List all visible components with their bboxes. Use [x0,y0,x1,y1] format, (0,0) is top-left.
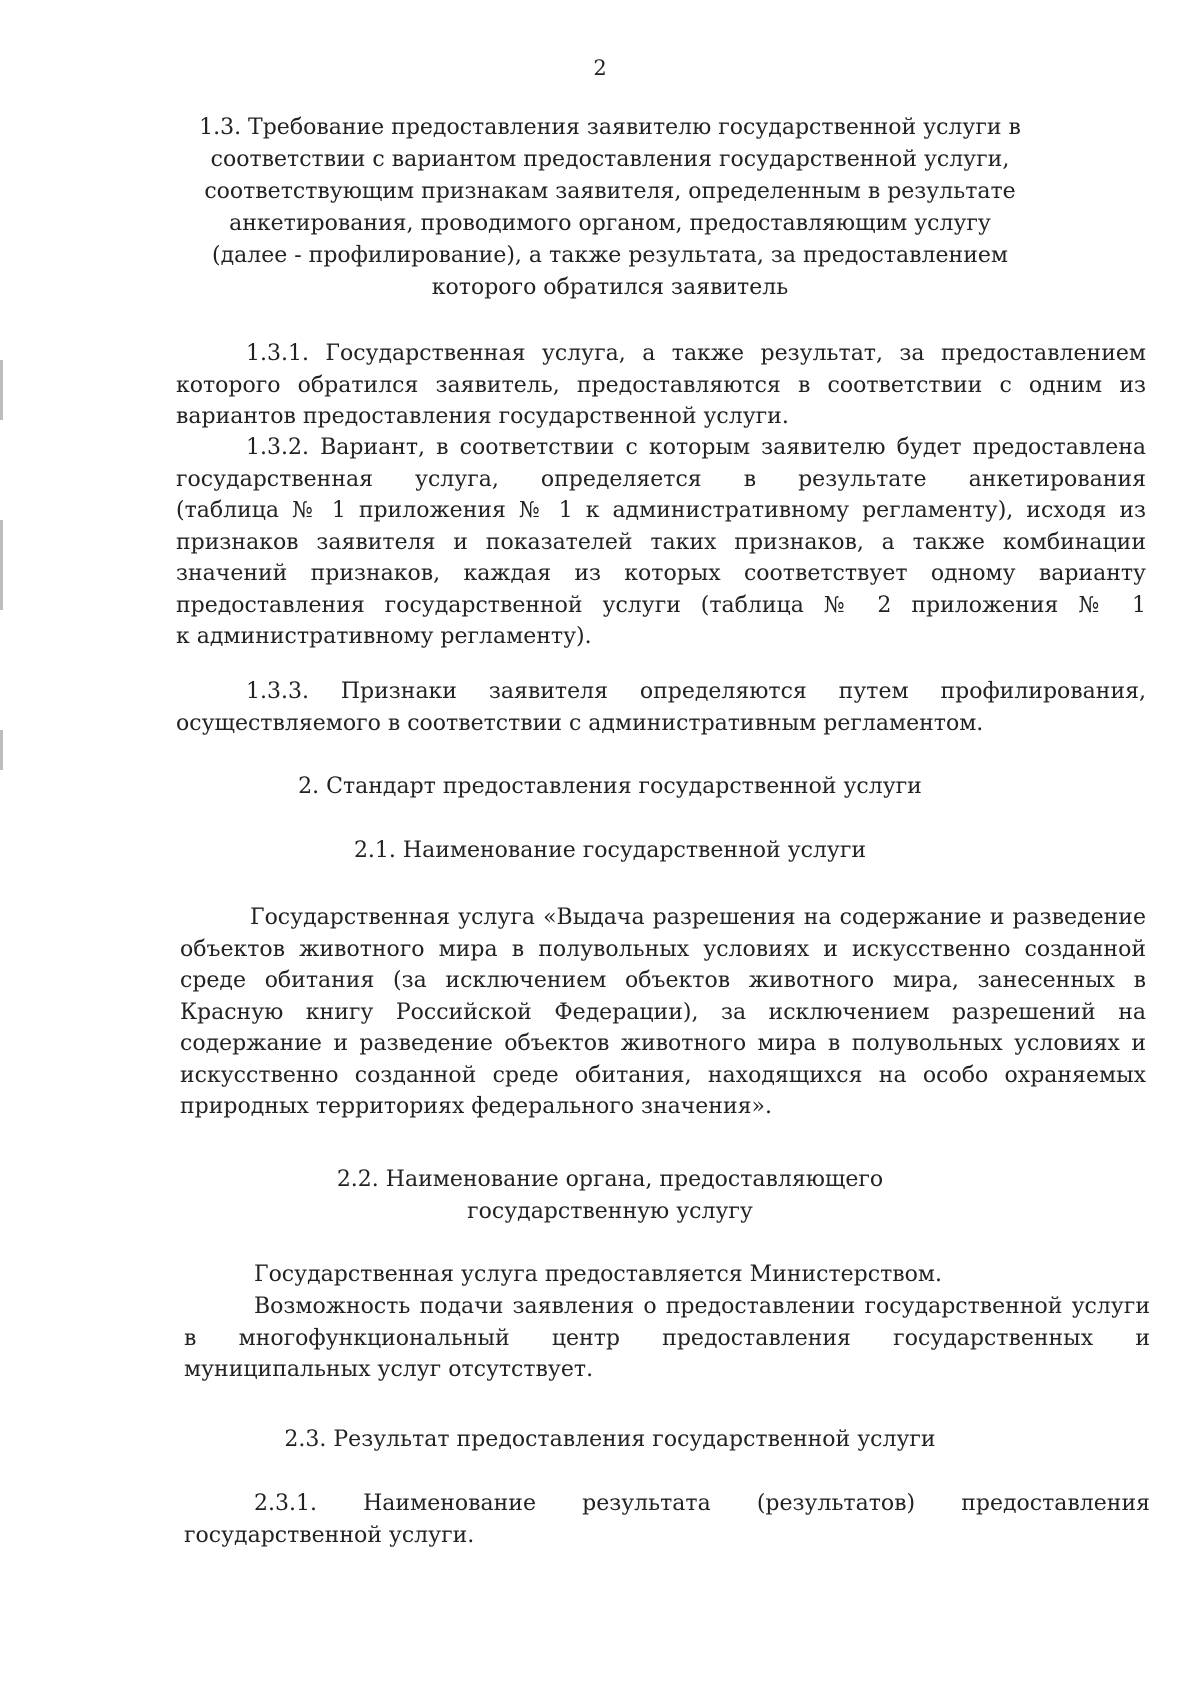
text-line: предоставления государственной услуги (таблица № 2 приложения № 1 [176,592,1146,618]
paragraph-2-2-1 [184,1259,1150,1291]
section-2-2-title [10,1164,1200,1228]
paragraph-2-3-1 [184,1488,1150,1551]
paragraph-1-3-3 [176,676,1146,739]
section-2-3-title: 2.3. Результат предоставления государственной услуги [284,1427,936,1452]
title-line: которого обратился заявитель [431,275,789,300]
text-line: среде обитания (за исключением объектов животного мира, занесенных в [180,968,1146,993]
paragraph-2-2-2 [184,1291,1150,1386]
section-2-1-title: 2.1. Наименование государственной услуги [353,838,867,863]
text-line: 1.3.3. Признаки заявителя определяются путем профилирования, [246,679,1146,704]
text-line: осуществляемого в соответствии с административным регламентом. [176,710,984,736]
text-line: объектов животного мира в полувольных условиях и искусственно созданной [180,936,1146,962]
paragraph-2-1 [180,902,1146,1123]
text-line: содержание и разведение объектов животного мира в полувольных условиях и [180,1031,1146,1056]
text-line: Государственная услуга «Выдача разрешения на содержание и разведение [250,905,1146,930]
title-line: соответствующим признакам заявителя, определенным в результате [204,179,1016,204]
text-line: 2.3.1. Наименование результата (результатов) предоставления [254,1491,1150,1516]
text-line: 1.3.1. Государственная услуга, а также результат, за предоставлением [246,341,1146,366]
text-line: Возможность подачи заявления о предоставлении государственной услуги [254,1294,1150,1319]
text-line: государственной услуги. [184,1522,475,1548]
text-line: значений признаков, каждая из которых соответствует одному варианту [176,561,1146,586]
title-line: государственную услугу [467,1199,753,1224]
text-line: (таблица № 1 приложения № 1 к административному регламенту), исходя из [176,498,1146,523]
section-1-3-title [10,112,1200,304]
text-line: в многофункциональный центр предоставления государственных и [184,1325,1150,1351]
text-line: вариантов предоставления государственной услуги. [176,404,789,429]
text-line: Красную книгу Российской Федерации), за исключением разрешений на [180,999,1146,1025]
title-line: 2.2. Наименование органа, предоставляющего [336,1167,884,1192]
text-line: к административному регламенту). [176,624,592,649]
text-line: природных территориях федерального значения». [180,1094,772,1119]
section-2-title: 2. Стандарт предоставления государственной услуги [298,774,922,799]
title-line: соответствии с вариантом предоставления государственной услуги, [210,147,1010,172]
text-line: муниципальных услуг отсутствует. [184,1357,594,1382]
title-line: анкетирования, проводимого органом, предоставляющим услугу [229,211,991,236]
paragraph-1-3-1 [176,338,1146,433]
text-line: 1.3.2. Вариант, в соответствии с которым заявителю будет предоставлена [246,435,1146,460]
text-line: государственная услуга, определяется в результате анкетирования [176,466,1146,492]
text-line: искусственно созданной среде обитания, находящихся на особо охраняемых [180,1062,1146,1088]
title-line: 1.3. Требование предоставления заявителю государственной услуги в [199,115,1021,140]
text-line: которого обратился заявитель, предоставляются в соответствии с одним из [176,372,1146,398]
title-line: (далее - профилирование), а также результата, за предоставлением [211,243,1008,268]
paragraph-1-3-2 [176,432,1146,653]
text-line: Государственная услуга предоставляется Министерством. [254,1262,942,1287]
page-number: 2 [593,56,607,80]
scan-edge-mark [0,520,3,610]
scan-edge-mark [0,730,3,770]
text-line: признаков заявителя и показателей таких признаков, а также комбинации [176,529,1146,555]
scan-edge-mark [0,360,3,420]
